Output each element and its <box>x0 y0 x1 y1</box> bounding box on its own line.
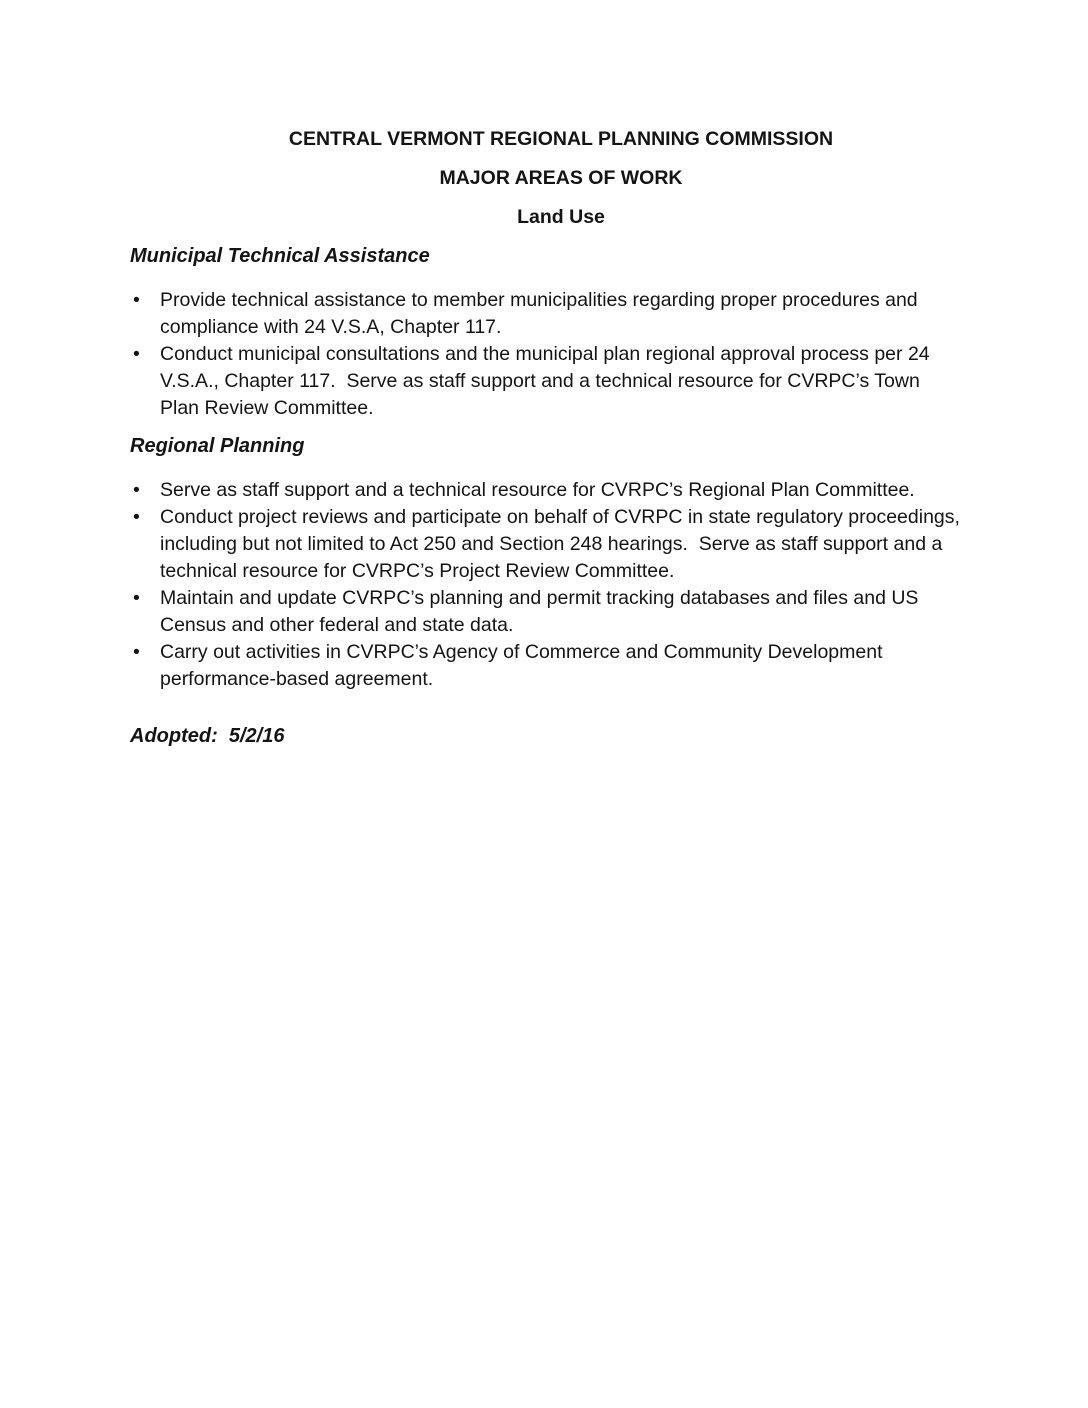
bullet-icon: • <box>133 479 140 501</box>
bullet-icon: • <box>133 343 140 365</box>
list-item-text: Carry out activities in CVRPC’s Agency of Commerce and Community Development performance-based agreement. <box>160 641 888 690</box>
doc-subtitle: MAJOR AREAS OF WORK <box>439 167 683 189</box>
list-item <box>130 639 962 693</box>
list-item <box>130 341 962 422</box>
list-item-text: Conduct municipal consultations and the municipal plan regional approval process per 24 V.S.A., Chapter 117. Serve as staff support and a technical resource for CVRPC’s Town Plan Review Committee. <box>160 343 936 419</box>
bullet-icon: • <box>133 506 140 528</box>
bullet-icon: • <box>133 641 140 663</box>
list-item <box>130 287 962 341</box>
doc-section-title: Land Use <box>517 206 605 228</box>
adopted-date-line: Adopted: 5/2/16 <box>130 725 285 747</box>
list-item-text: Provide technical assistance to member municipalities regarding proper procedures and compliance with 24 V.S.A, Chapter 117. <box>160 289 924 338</box>
list-item-text: Maintain and update CVRPC’s planning and permit tracking databases and files and US Census and other federal and state data. <box>160 587 924 636</box>
heading-municipal-technical-assistance: Municipal Technical Assistance <box>130 245 430 267</box>
municipal-technical-assistance-list <box>130 287 962 422</box>
doc-title: CENTRAL VERMONT REGIONAL PLANNING COMMISSION <box>288 128 834 150</box>
list-item-text: Conduct project reviews and participate on behalf of CVRPC in state regulatory proceedings, including but not limited to Act 250 and Section 248 hearings. Serve as staff support and a technical resource for CVRPC’s Project Review Committee. <box>160 506 966 582</box>
heading-regional-planning: Regional Planning <box>130 435 305 457</box>
list-item <box>130 477 962 504</box>
bullet-icon: • <box>133 587 140 609</box>
list-item-text: Serve as staff support and a technical resource for CVRPC’s Regional Plan Committee. <box>160 479 915 501</box>
list-item <box>130 585 962 639</box>
bullet-icon: • <box>133 289 140 311</box>
list-item <box>130 504 966 585</box>
regional-planning-list <box>130 477 966 693</box>
